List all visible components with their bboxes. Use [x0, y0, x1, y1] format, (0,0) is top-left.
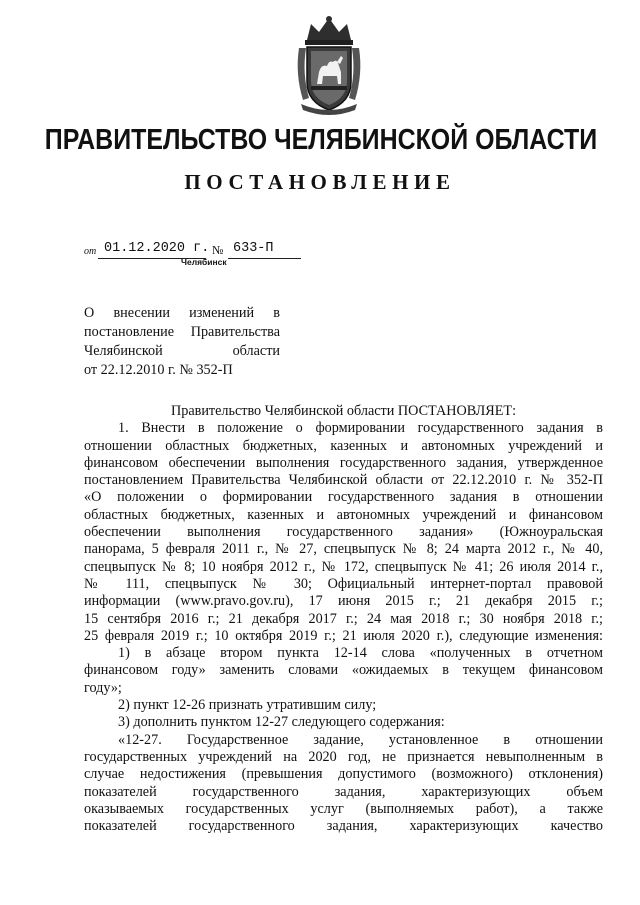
body-line: отношении областных бюджетных, казенных и автономных учреждений и — [84, 437, 603, 454]
date-prefix: от — [84, 246, 97, 257]
body-line: спецвыпуск № 8; 10 ноября 2012 г., № 172, спецвыпуск № 41; 26 июля 2014 г., — [84, 558, 603, 575]
body-line: постановлением Правительства Челябинской области от 22.12.2010 г. № 352-П — [84, 472, 603, 489]
subject-line: от 22.12.2010 г. № 352-П — [84, 362, 233, 378]
body-line: 1) в абзаце втором пункта 12-14 слова «полученных в отчетном — [118, 645, 603, 662]
document-date: 01.12.2020 г. — [104, 241, 210, 256]
coat-of-arms-icon — [293, 14, 365, 116]
body-line: показателей государственного задания, характеризующих объем — [84, 783, 603, 800]
body-line: областных бюджетных, казенных и автономных учреждений и финансовом — [84, 506, 603, 523]
body-line: «12-27. Государственное задание, установленное в отношении — [118, 731, 603, 748]
city-label: Челябинск — [181, 257, 227, 267]
number-prefix: № — [212, 243, 224, 257]
body-line: финансовом обеспечении выполнения государственного задания, утвержденное — [84, 454, 603, 471]
subject-line: Челябинской области — [84, 343, 280, 359]
body-line: году»; — [84, 679, 122, 696]
body-line: случае недостижения (превышения допустимого (возможного) отклонения) — [84, 766, 603, 783]
body-line: 25 февраля 2019 г.; 10 октября 2019 г.; 21 июля 2020 г.), следующие изменения: — [84, 627, 603, 644]
document-number: 633-П — [233, 241, 274, 256]
body-line: финансовом году» заменить словами «ожидаемых в текущем финансовом — [84, 662, 603, 679]
government-title: ПРАВИТЕЛЬСТВО ЧЕЛЯБИНСКОЙ ОБЛАСТИ — [44, 124, 598, 156]
body-line: информации (www.pravo.gov.ru), 17 июня 2015 г.; 21 декабря 2015 г.; — [84, 593, 603, 610]
document-kind: ПОСТАНОВЛЕНИЕ — [184, 170, 456, 194]
body-line: 15 сентября 2016 г.; 21 декабря 2017 г.; 24 мая 2018 г.; 30 ноября 2018 г.; — [84, 610, 603, 627]
body-line: Правительство Челябинской области ПОСТАНОВЛЯЕТ: — [170, 403, 517, 419]
subject-line: постановление Правительства — [84, 324, 280, 340]
body-line: оказываемых государственных услуг (выполняемых работ), а также — [84, 800, 603, 817]
document-body — [84, 403, 603, 835]
number-underline — [228, 258, 301, 259]
body-line: показателей государственного задания, характеризующих качество — [84, 818, 603, 835]
body-line: государственных учреждений на 2020 год, не признается невыполненным в — [84, 748, 603, 765]
body-line: № 111, спецвыпуск № 30; Официальный интернет-портал правовой — [84, 575, 603, 592]
body-line: 1. Внести в положение о формировании государственного задания в — [118, 420, 603, 437]
document-subject — [84, 304, 280, 380]
body-line: панорама, 5 февраля 2011 г., № 27, спецвыпуск № 8; 24 марта 2012 г., № 40, — [84, 541, 603, 558]
body-line: «О положении о формировании государственного задания в отношении — [84, 489, 603, 506]
body-line: 2) пункт 12-26 признать утратившим силу; — [118, 697, 377, 714]
body-line: обеспечении выполнения государственного задания» (Южноуральская — [84, 524, 603, 541]
body-line: 3) дополнить пунктом 12-27 следующего содержания: — [118, 714, 445, 731]
subject-line: О внесении изменений в — [84, 305, 280, 321]
